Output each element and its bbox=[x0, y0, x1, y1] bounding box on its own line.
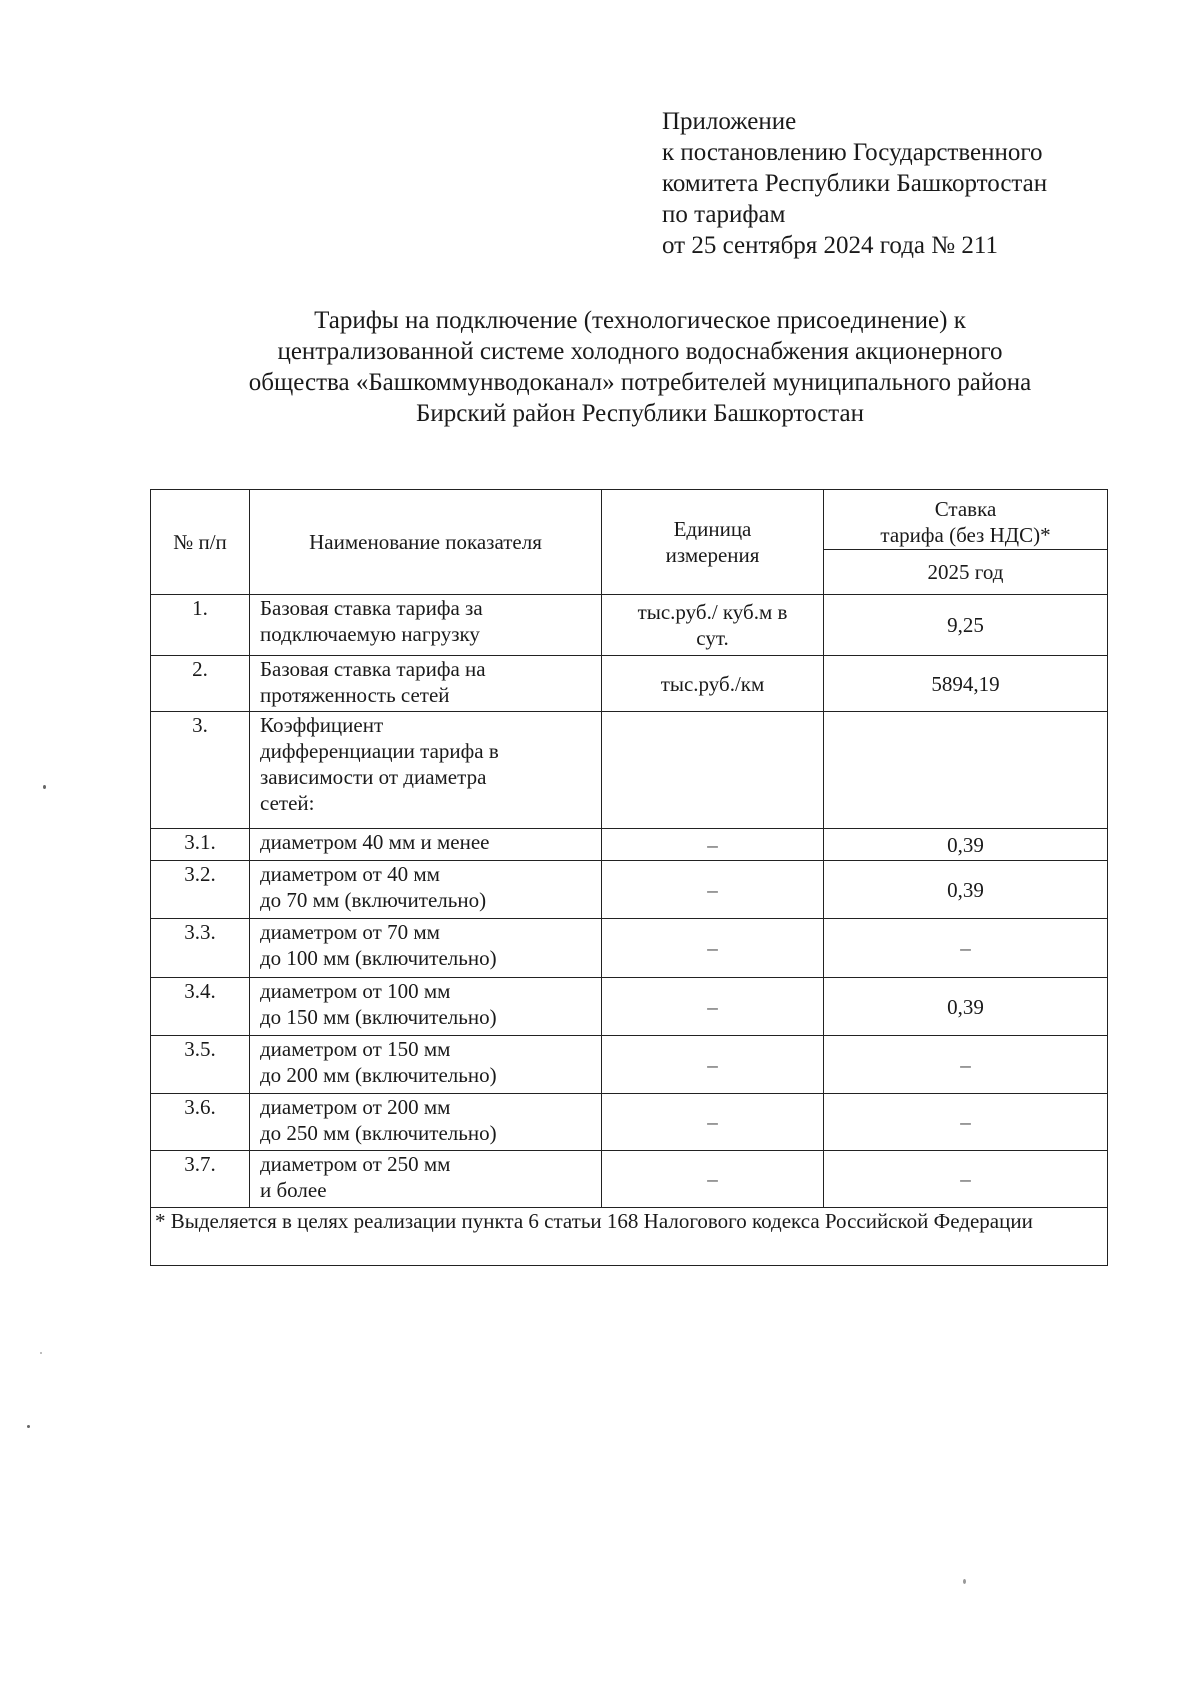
row-unit: тыс.руб./км bbox=[602, 656, 824, 712]
footnote-row bbox=[151, 1208, 1108, 1266]
row-unit: – bbox=[602, 978, 824, 1036]
table-row bbox=[151, 861, 1108, 919]
row-unit: – bbox=[602, 829, 824, 861]
row-name-line: диаметром от 250 мм bbox=[260, 1152, 451, 1176]
row-name bbox=[250, 919, 602, 978]
appendix-line: комитета Республики Башкортостан bbox=[662, 170, 1048, 197]
scan-speck bbox=[43, 785, 46, 789]
footnote: * Выделяется в целях реализации пункта 6 статьи 168 Налогового кодекса Российской Федерации bbox=[151, 1208, 1108, 1266]
row-name-line: до 70 мм (включительно) bbox=[260, 888, 487, 912]
header-number: № п/п bbox=[151, 490, 250, 595]
header-year: 2025 год bbox=[824, 550, 1108, 595]
row-name-line: диаметром от 40 мм bbox=[260, 862, 440, 886]
row-number: 3.2. bbox=[151, 861, 250, 919]
row-unit bbox=[602, 595, 824, 656]
title-line: Тарифы на подключение (технологическое присоединение) к bbox=[314, 307, 966, 334]
table-row bbox=[151, 978, 1108, 1036]
scan-speck bbox=[27, 1425, 30, 1428]
row-number: 3.6. bbox=[151, 1094, 250, 1151]
row-number: 2. bbox=[151, 656, 250, 712]
row-name bbox=[250, 656, 602, 712]
row-number: 3.7. bbox=[151, 1151, 250, 1208]
row-name-line: до 100 мм (включительно) bbox=[260, 946, 497, 970]
row-name bbox=[250, 1151, 602, 1208]
row-unit: – bbox=[602, 861, 824, 919]
row-name-line: и более bbox=[260, 1178, 327, 1202]
scan-speck bbox=[40, 1352, 42, 1354]
header-unit-line: Единица bbox=[673, 517, 752, 541]
row-name-line: зависимости от диаметра bbox=[260, 765, 487, 789]
row-name-line: сетей: bbox=[260, 791, 315, 815]
header-rate-line: Ставка bbox=[934, 496, 997, 521]
row-name-line: подключаемую нагрузку bbox=[260, 622, 480, 646]
appendix-line: от 25 сентября 2024 года № 211 bbox=[662, 232, 998, 259]
appendix-line: к постановлению Государственного bbox=[662, 139, 1043, 166]
row-name bbox=[250, 712, 602, 829]
row-unit bbox=[602, 712, 824, 829]
row-name-line: диаметром от 200 мм bbox=[260, 1095, 451, 1119]
row-unit: – bbox=[602, 919, 824, 978]
row-name-line: Базовая ставка тарифа на bbox=[260, 657, 486, 681]
appendix-line: по тарифам bbox=[662, 201, 786, 228]
document-title bbox=[150, 305, 1130, 429]
row-unit: – bbox=[602, 1036, 824, 1094]
row-name-line: диаметром от 150 мм bbox=[260, 1037, 451, 1061]
row-value: 9,25 bbox=[824, 595, 1108, 656]
row-number: 3.3. bbox=[151, 919, 250, 978]
row-number: 3.5. bbox=[151, 1036, 250, 1094]
header-rate-line: тарифа (без НДС)* bbox=[880, 522, 1051, 547]
row-value: – bbox=[824, 919, 1108, 978]
scan-speck bbox=[963, 1579, 966, 1584]
row-name bbox=[250, 1094, 602, 1151]
table-row bbox=[151, 919, 1108, 978]
row-value: 0,39 bbox=[824, 829, 1108, 861]
appendix-line: Приложение bbox=[662, 108, 797, 135]
row-name-line: диаметром от 100 мм bbox=[260, 979, 451, 1003]
row-name bbox=[250, 1036, 602, 1094]
row-name bbox=[250, 861, 602, 919]
table-header-row bbox=[151, 490, 1108, 550]
row-name bbox=[250, 595, 602, 656]
row-name-line: дифференциации тарифа в bbox=[260, 739, 499, 763]
row-number: 1. bbox=[151, 595, 250, 656]
row-name-line: до 200 мм (включительно) bbox=[260, 1063, 497, 1087]
row-value bbox=[824, 712, 1108, 829]
row-value: – bbox=[824, 1036, 1108, 1094]
header-name: Наименование показателя bbox=[250, 490, 602, 595]
table-row bbox=[151, 656, 1108, 712]
row-name-line: Базовая ставка тарифа за bbox=[260, 596, 483, 620]
row-value: – bbox=[824, 1094, 1108, 1151]
row-name-line: до 250 мм (включительно) bbox=[260, 1121, 497, 1145]
row-number: 3.1. bbox=[151, 829, 250, 861]
row-number: 3. bbox=[151, 712, 250, 829]
tariff-table bbox=[150, 489, 1108, 1266]
row-name-line: диаметром от 70 мм bbox=[260, 920, 440, 944]
table-row bbox=[151, 712, 1108, 829]
table-row bbox=[151, 595, 1108, 656]
row-value: 0,39 bbox=[824, 861, 1108, 919]
row-name: диаметром 40 мм и менее bbox=[250, 829, 602, 861]
appendix-header bbox=[662, 106, 1047, 261]
row-name-line: до 150 мм (включительно) bbox=[260, 1005, 497, 1029]
title-line: общества «Башкоммунводоканал» потребителей муниципального района bbox=[248, 369, 1032, 396]
header-unit-line: измерения bbox=[665, 543, 760, 567]
row-unit-line: сут. bbox=[696, 626, 729, 650]
table-row bbox=[151, 829, 1108, 861]
table-row bbox=[151, 1036, 1108, 1094]
row-name-line: Коэффициент bbox=[260, 713, 384, 737]
header-unit bbox=[602, 490, 824, 595]
header-rate bbox=[824, 490, 1108, 550]
table-row bbox=[151, 1094, 1108, 1151]
row-name bbox=[250, 978, 602, 1036]
row-unit: – bbox=[602, 1094, 824, 1151]
row-number: 3.4. bbox=[151, 978, 250, 1036]
row-unit: – bbox=[602, 1151, 824, 1208]
table-row bbox=[151, 1151, 1108, 1208]
title-line: централизованной системе холодного водоснабжения акционерного bbox=[277, 338, 1003, 365]
title-line: Бирский район Республики Башкортостан bbox=[415, 400, 865, 427]
row-unit-line: тыс.руб./ куб.м в bbox=[637, 600, 788, 624]
row-value: – bbox=[824, 1151, 1108, 1208]
row-name-line: протяженность сетей bbox=[260, 683, 450, 707]
row-value: 0,39 bbox=[824, 978, 1108, 1036]
row-value: 5894,19 bbox=[824, 656, 1108, 712]
